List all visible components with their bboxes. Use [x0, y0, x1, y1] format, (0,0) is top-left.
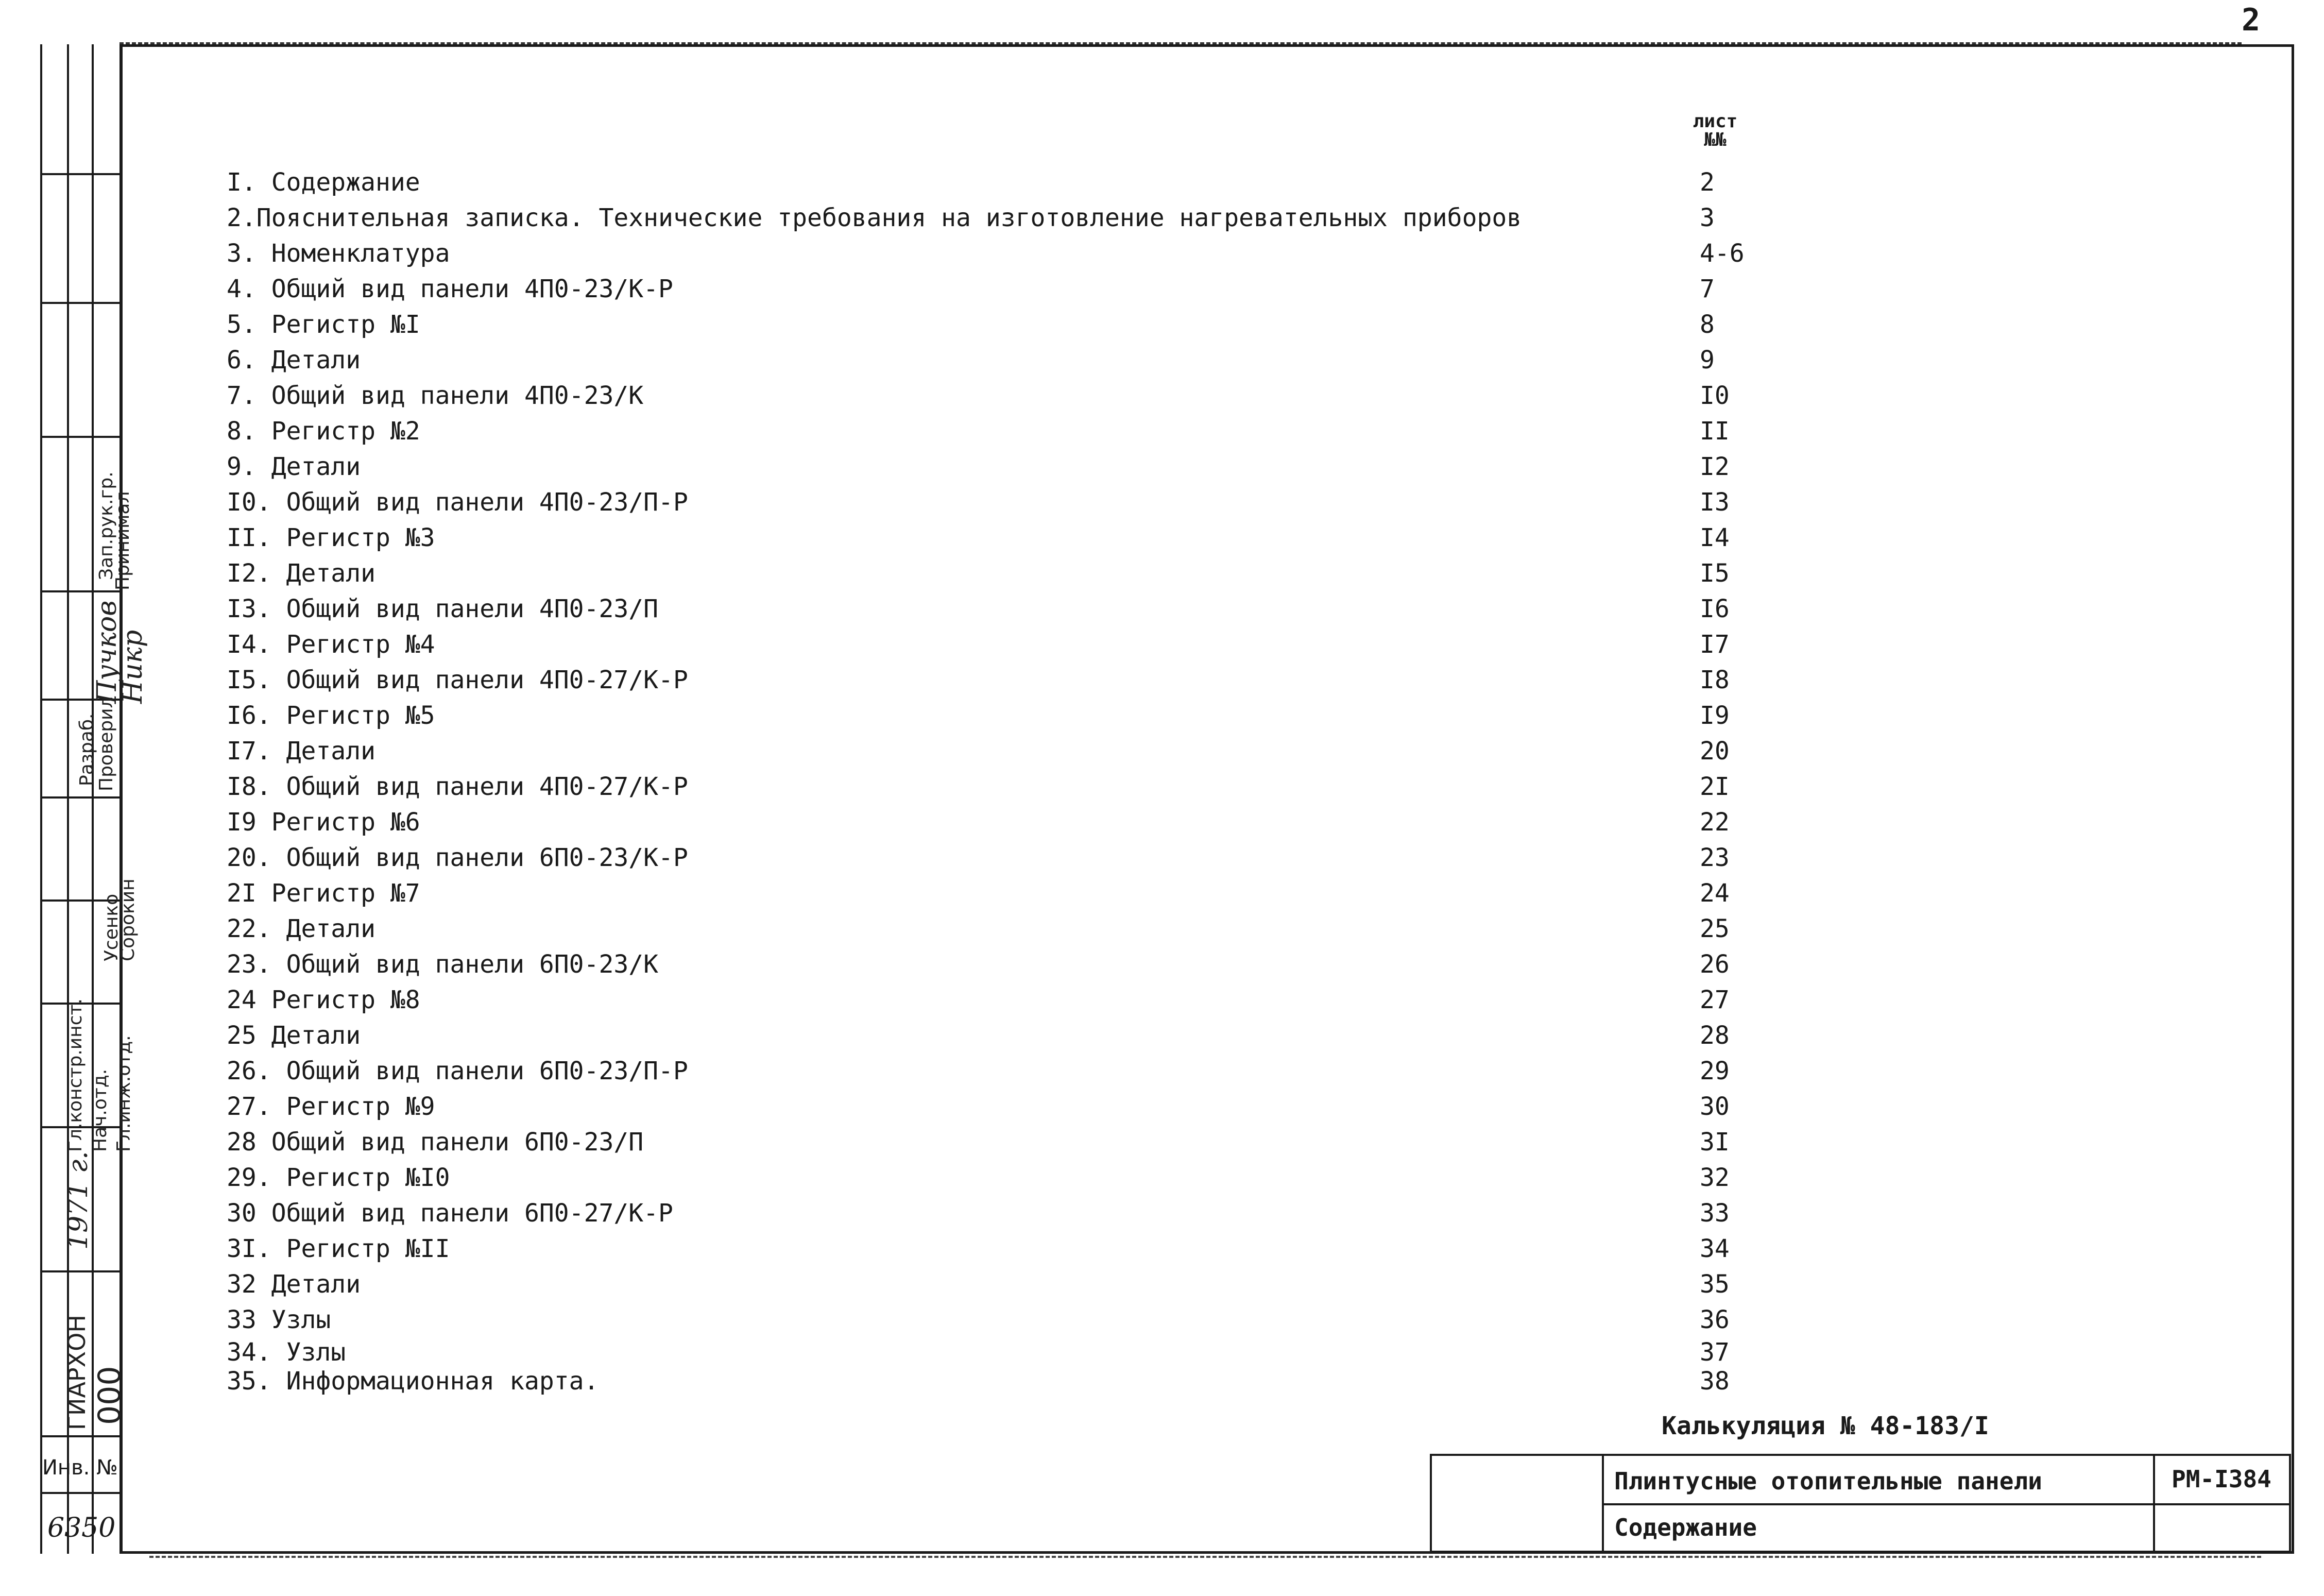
list-item: 5. Регистр №I 8	[227, 310, 1715, 339]
list-item: 22. Детали 25	[227, 914, 1730, 943]
list-item: 8. Регистр №2 II	[227, 417, 1730, 446]
list-item: I. Содержание 2	[227, 168, 1715, 197]
list-item: I2. Детали I5	[227, 559, 1730, 588]
title-block	[1430, 1454, 2291, 1553]
list-item: 3. Номенклатура 4-6	[227, 239, 1745, 268]
list-item: 6. Детали 9	[227, 346, 1715, 375]
contents-list	[227, 165, 1782, 1396]
project-title: Плинтусные отопительные панели	[1614, 1467, 2042, 1495]
list-item: 30 Общий вид панели 6П0-27/К-Р 33	[227, 1199, 1730, 1228]
list-item: 25 Детали 28	[227, 1021, 1730, 1050]
signature-2: Никр	[117, 630, 148, 704]
strip-header-2: Принимал	[112, 491, 133, 590]
list-item: 26. Общий вид панели 6П0-23/П-Р 29	[227, 1057, 1730, 1085]
year: 1971 г.	[63, 1151, 94, 1250]
list-item: 9. Детали I2	[227, 452, 1730, 481]
name-developer: Усенко	[101, 893, 122, 961]
list-item: 29. Регистр №I0 32	[227, 1163, 1730, 1192]
list-item: 32 Детали 35	[227, 1270, 1730, 1299]
sheet-title: Содержание	[1614, 1514, 1757, 1541]
role-chief-engineer: Гл.инж.отд.	[113, 1035, 134, 1152]
role-checker: Проверил	[96, 696, 117, 791]
strip-header-1: Зап.рук.гр.	[96, 471, 117, 580]
list-item: 35. Информационная карта. 38	[227, 1367, 1730, 1396]
organization-number: 000	[92, 1366, 128, 1425]
bottom-dashed-line	[149, 1556, 2261, 1558]
list-item: I4. Регистр №4 I7	[227, 630, 1730, 659]
list-item: I6. Регистр №5 I9	[227, 701, 1730, 730]
binding-strip	[40, 44, 148, 1554]
list-item: 3I. Регистр №II 34	[227, 1234, 1730, 1263]
list-item: 20. Общий вид панели 6П0-23/К-Р 23	[227, 843, 1730, 872]
list-item: 23. Общий вид панели 6П0-23/К 26	[227, 950, 1730, 979]
list-item: II. Регистр №3 I4	[227, 523, 1730, 552]
sheet-number: 2	[2242, 2, 2261, 38]
signature-1: Пучков	[92, 600, 123, 704]
role-developer: Разраб.	[76, 713, 97, 786]
list-item: I0. Общий вид панели 4П0-23/П-Р I3	[227, 488, 1730, 517]
list-item: I5. Общий вид панели 4П0-27/К-Р I8	[227, 666, 1730, 694]
list-item: 34. Узлы 37	[227, 1338, 1730, 1367]
document-code: РМ-I384	[2172, 1465, 2271, 1493]
list-item: I8. Общий вид панели 4П0-27/К-Р 2I	[227, 772, 1730, 801]
list-item: I7. Детали 20	[227, 737, 1730, 766]
list-item: I9 Регистр №6 22	[227, 808, 1730, 837]
list-item: 2I Регистр №7 24	[227, 879, 1730, 908]
list-item: 28 Общий вид панели 6П0-23/П 3I	[227, 1128, 1730, 1157]
list-item: 4. Общий вид панели 4П0-23/К-Р 7	[227, 275, 1715, 303]
role-chief-constructor: Гл.констр.инст.	[65, 998, 86, 1152]
list-item: 7. Общий вид панели 4П0-23/К I0	[227, 381, 1730, 410]
name-checker: Сорокин	[117, 878, 139, 961]
organization: ГИАРХОН	[63, 1315, 91, 1430]
calculation-reference: Калькуляция № 48-183/I	[1662, 1412, 1989, 1440]
list-item: 27. Регистр №9 30	[227, 1092, 1730, 1121]
sheet-column-header: лист №№	[1693, 111, 1738, 150]
list-item: 24 Регистр №8 27	[227, 986, 1730, 1014]
inventory-label: Инв. №	[42, 1456, 118, 1480]
inventory-number: 6350	[47, 1513, 116, 1543]
list-item: I3. Общий вид панели 4П0-23/П I6	[227, 595, 1730, 623]
list-item: 33 Узлы 36	[227, 1305, 1730, 1334]
role-dept-head: Нач.отд.	[90, 1068, 111, 1152]
list-item: 2.Пояснительная записка. Технические требования на изготовление нагревательных приборов 3	[227, 203, 1715, 232]
